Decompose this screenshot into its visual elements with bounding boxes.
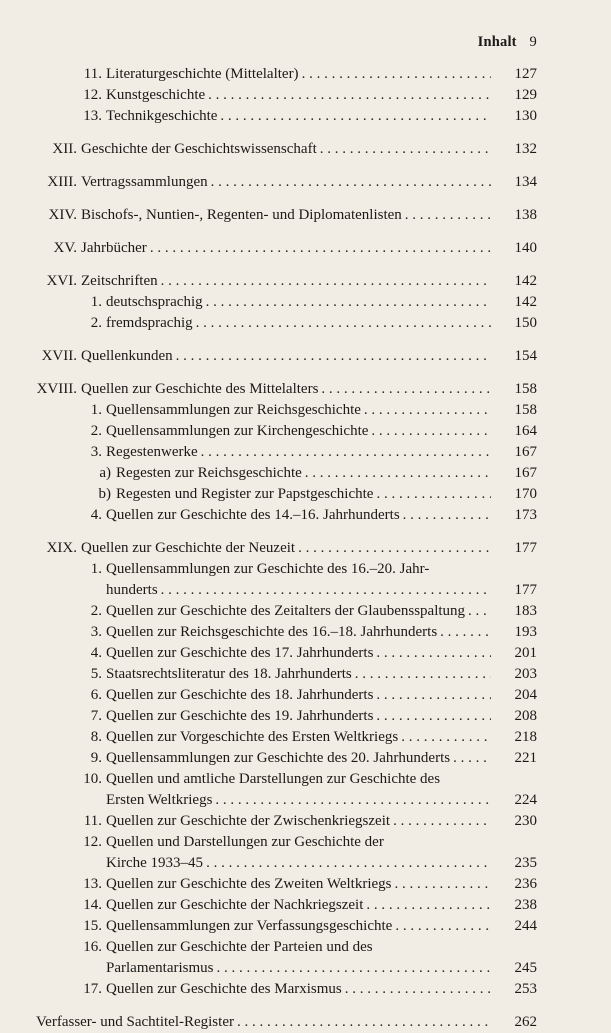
toc-entry-page: 134 [514,174,537,190]
toc-entry-body [106,505,537,526]
toc-entry-title: Quellen zur Geschichte der Neuzeit [81,540,296,556]
toc-entry-number: a) [99,465,111,481]
dot-leader [392,916,491,937]
toc-entry-page: 262 [514,1014,537,1030]
toc-entry-title: Quellen und Darstellungen zur Geschichte der [106,834,384,850]
toc-entry-page: 236 [514,876,537,892]
toc-entry-title: Quellensammlungen zur Kirchengeschichte [106,423,369,439]
toc-entry [0,400,611,421]
toc-entry-page: 173 [514,507,537,523]
toc-entry [0,442,611,463]
toc-entry-title: Quellen zur Geschichte des 14.–16. Jahrhunderts [106,507,400,523]
toc-entry-number: XVIII. [36,381,77,397]
toc-entry-title: Quellen zur Geschichte der Nachkriegszeit [106,897,364,913]
toc-entry-body [81,238,537,259]
page-number: 9 [529,34,537,50]
toc-entry-number: 1. [90,561,102,577]
dot-leader [465,601,491,622]
toc-entry-title: Technikgeschichte [106,108,218,124]
toc-entry-page: 158 [514,402,537,418]
toc-entry [0,106,611,127]
toc-entry-number: 3. [90,444,102,460]
toc-entry-title: Zeitschriften [81,273,158,289]
toc-entry [0,139,611,160]
toc-entry [0,463,611,484]
toc-entry-page: 177 [514,582,537,598]
dot-leader [392,874,492,895]
toc-entry-title: Staatsrechtsliteratur des 18. Jahrhunderts [106,666,352,682]
toc-entry-page: 140 [514,240,537,256]
toc-entry [0,313,611,334]
toc-entry [0,916,611,937]
dot-leader [318,379,491,400]
header-title: Inhalt [477,34,517,50]
toc-entry-body [106,769,537,790]
toc-entry-page: 245 [514,960,537,976]
toc-entry-number: 4. [90,507,102,523]
dot-leader [295,538,491,559]
toc-entry-number: XIX. [46,540,77,556]
toc-entry-body [106,895,537,916]
toc-entry-title: Quellen zur Geschichte des Zeitalters der Glaubensspaltung [106,603,466,619]
toc-entry [0,874,611,895]
toc-entry [0,643,611,664]
toc-entry-page: 130 [514,108,537,124]
dot-leader [361,400,491,421]
toc-entry-title: Jahrbücher [81,240,147,256]
toc-entry-title: Vertragssammlungen [81,174,208,190]
dot-leader [234,1012,491,1033]
toc-entry-page: 230 [514,813,537,829]
toc-entry [0,172,611,193]
dot-leader [213,958,491,979]
toc-entry-body [106,85,537,106]
toc-entry-number: 17. [83,981,102,997]
toc-entry [0,832,611,853]
toc-entry-title: Quellen zur Geschichte der Parteien und des [106,939,373,955]
toc-entry-number: XIII. [47,174,77,190]
toc-entry-page: 177 [514,540,537,556]
toc-entry-body [106,685,537,706]
toc-entry [0,706,611,727]
toc-entry-page: 138 [514,207,537,223]
toc-entry-page: 203 [514,666,537,682]
running-header [478,34,537,51]
toc-entry [0,379,611,400]
toc-entry-number: 6. [90,687,102,703]
toc-entry-title: Quellen zur Geschichte des 19. Jahrhunderts [106,708,374,724]
toc-entry-body [106,853,537,874]
dot-leader [342,979,491,1000]
toc-entry-page: 253 [514,981,537,997]
dot-leader [363,895,491,916]
toc-entry-title: Quellen zur Geschichte des 18. Jahrhunderts [106,687,374,703]
toc-entry-body [106,559,537,580]
toc-entry-title: Parlamentarismus [106,960,214,976]
toc-entry [0,85,611,106]
dot-leader [173,346,491,367]
toc-entry-body [106,580,537,601]
toc-entry-number: 1. [90,294,102,310]
toc-entry-continuation [0,790,611,811]
toc-entry-title: Quellen und amtliche Darstellungen zur Geschichte des [106,771,441,787]
toc-entry-body [81,139,537,160]
toc-entry-body [106,706,537,727]
toc-entry-title: Quellen zur Geschichte des 17. Jahrhunderts [106,645,374,661]
toc-entry-number: XVII. [41,348,77,364]
dot-leader [147,238,491,259]
toc-entry-body [81,379,537,400]
toc-entry-page: 129 [514,87,537,103]
toc-entry-continuation [0,958,611,979]
toc-entry-number: 2. [90,603,102,619]
toc-entry-body [81,205,537,226]
toc-entry-number: 10. [83,771,102,787]
toc-entry-page: 224 [514,792,537,808]
dot-leader [450,748,491,769]
toc-entry-title: Quellensammlungen zur Reichsgeschichte [106,402,361,418]
dot-leader [400,505,491,526]
toc-entry-number: 7. [90,708,102,724]
toc-entry [0,937,611,958]
toc-entry-page: 158 [514,381,537,397]
toc-entry-title: Geschichte der Geschichtswissenschaft [81,141,317,157]
toc-entry [0,205,611,226]
toc-entry-body [106,313,537,334]
toc-entry-title: Ersten Weltkriegs [106,792,213,808]
toc-entry-page: 167 [514,465,537,481]
toc-entry [0,811,611,832]
toc-entry-body [116,484,537,505]
toc-entry [0,664,611,685]
toc-entry-number: 11. [83,66,102,82]
toc-entry-title: Quellensammlungen zur Geschichte des 16.–20. Jahr- [106,561,430,577]
toc-entry-body [106,979,537,1000]
dot-leader [302,463,491,484]
toc-entry-number: 5. [90,666,102,682]
toc-entry-number: 1. [90,402,102,418]
toc-entry [0,769,611,790]
toc-entry-body [106,790,537,811]
toc-entry-title: Kunstgeschichte [106,87,206,103]
dot-leader [158,271,491,292]
dot-leader [373,685,491,706]
toc-entry [0,1012,611,1033]
toc-entry-title: Quellen zur Geschichte des Marxismus [106,981,342,997]
toc-entry-number: 3. [90,624,102,640]
toc-entry [0,538,611,559]
toc-entry-page: 235 [514,855,537,871]
toc-entry-page: 127 [514,66,537,82]
toc-entry-title: Regesten und Register zur Papstgeschichte [116,486,374,502]
dot-leader [390,811,491,832]
toc-entry [0,622,611,643]
toc-entry [0,748,611,769]
toc-entry-page: 167 [514,444,537,460]
toc-entry-title: fremdsprachig [106,315,193,331]
toc-entry-title: Verfasser- und Sachtitel-Register [36,1014,234,1030]
toc-entry-body [106,400,537,421]
toc-entry [0,64,611,85]
toc-entry-number: XII. [52,141,77,157]
toc-entry [0,685,611,706]
toc-entry-title: Quellen zur Geschichte des Zweiten Weltkriegs [106,876,392,892]
dot-leader [208,172,491,193]
toc-entry-number: 4. [90,645,102,661]
dot-leader [205,85,491,106]
toc-entry-page: 208 [514,708,537,724]
toc-entry [0,601,611,622]
toc-entry-page: 183 [514,603,537,619]
toc-entry-page: 201 [514,645,537,661]
toc-entry-title: hunderts [106,582,158,598]
toc-entry-body [106,106,537,127]
dot-leader [217,106,491,127]
toc-entry-page: 132 [514,141,537,157]
toc-entry-body [116,463,537,484]
dot-leader [352,664,491,685]
dot-leader [373,706,491,727]
toc-entry-body [106,442,537,463]
toc-entry-page: 238 [514,897,537,913]
toc-entry-page: 142 [514,273,537,289]
toc-entry-number: 2. [90,315,102,331]
dot-leader [203,292,491,313]
toc-entry-title: Regesten zur Reichsgeschichte [116,465,302,481]
toc-entry-body [106,622,537,643]
toc-entry-body [106,292,537,313]
toc-entry-body [81,172,537,193]
toc-entry-title: Kirche 1933–45 [106,855,204,871]
toc-entry-body [106,727,537,748]
toc-entry [0,559,611,580]
toc-entry [0,271,611,292]
toc-entry-page: 170 [514,486,537,502]
toc-entry-body [106,64,537,85]
toc-entry-title: Literaturgeschichte (Mittelalter) [106,66,299,82]
toc-entry-page: 221 [514,750,537,766]
toc-entry-number: 13. [83,876,102,892]
toc-entry-body [81,538,537,559]
toc-entry-number: 12. [83,834,102,850]
toc-entry-body [106,832,537,853]
dot-leader [193,313,491,334]
toc-entry-title: deutschsprachig [106,294,203,310]
dot-leader [437,622,491,643]
toc-entry-title: Bischofs-, Nuntien-, Regenten- und Diplomatenlisten [81,207,402,223]
toc-entry-body [106,874,537,895]
dot-leader [373,643,491,664]
toc-entry-number: 15. [83,918,102,934]
toc-entry-number: b) [98,486,111,502]
toc-entry-title: Regestenwerke [106,444,198,460]
toc-entry-number: XIV. [48,207,77,223]
toc-entry [0,484,611,505]
dot-leader [212,790,491,811]
toc-entry-title: Quellenkunden [81,348,173,364]
dot-leader [299,64,491,85]
toc-entry-title: Quellen zur Vorgeschichte des Ersten Weltkriegs [106,729,399,745]
toc-entry-page: 218 [514,729,537,745]
toc-entry-body [106,958,537,979]
dot-leader [317,139,491,160]
toc-entry-number: XV. [53,240,77,256]
toc-entry [0,238,611,259]
toc-entry-number: 14. [83,897,102,913]
toc-entry-number: 9. [90,750,102,766]
toc-entry-number: 2. [90,423,102,439]
toc-entry-page: 164 [514,423,537,439]
toc-entry-title: Quellen zur Geschichte der Zwischenkriegszeit [106,813,391,829]
dot-leader [203,853,491,874]
toc-entry-body [36,1012,537,1033]
toc-entry-number: XVI. [46,273,77,289]
toc-entry-title: Quellensammlungen zur Verfassungsgeschichte [106,918,393,934]
dot-leader [198,442,491,463]
toc-entry [0,421,611,442]
toc-entry-title: Quellen zur Reichsgeschichte des 16.–18. Jahrhunderts [106,624,438,640]
toc-entry-page: 204 [514,687,537,703]
toc-entry [0,727,611,748]
toc-entry-number: 12. [83,87,102,103]
dot-leader [402,205,491,226]
dot-leader [158,580,491,601]
toc-entry [0,346,611,367]
toc-entry-body [81,271,537,292]
table-of-contents [0,64,611,1033]
toc-entry-page: 154 [514,348,537,364]
toc-entry-body [106,937,537,958]
toc-entry-body [106,643,537,664]
toc-entry-body [106,421,537,442]
toc-entry-body [106,601,537,622]
toc-entry-body [106,664,537,685]
toc-entry [0,895,611,916]
toc-entry-title: Quellen zur Geschichte des Mittelalters [81,381,319,397]
dot-leader [373,484,491,505]
toc-entry-page: 244 [514,918,537,934]
toc-entry-number: 11. [83,813,102,829]
dot-leader [368,421,491,442]
toc-entry [0,292,611,313]
toc-entry-title: Quellensammlungen zur Geschichte des 20. Jahrhunderts [106,750,451,766]
toc-entry [0,979,611,1000]
toc-entry-body [106,748,537,769]
toc-entry-continuation [0,853,611,874]
toc-entry-number: 13. [83,108,102,124]
toc-entry-body [106,811,537,832]
toc-entry-page: 150 [514,315,537,331]
toc-entry-number: 16. [83,939,102,955]
toc-entry-body [81,346,537,367]
toc-entry-continuation [0,580,611,601]
toc-entry-number: 8. [90,729,102,745]
toc-entry-body [106,916,537,937]
dot-leader [398,727,491,748]
toc-entry-page: 193 [514,624,537,640]
toc-entry [0,505,611,526]
toc-entry-page: 142 [514,294,537,310]
